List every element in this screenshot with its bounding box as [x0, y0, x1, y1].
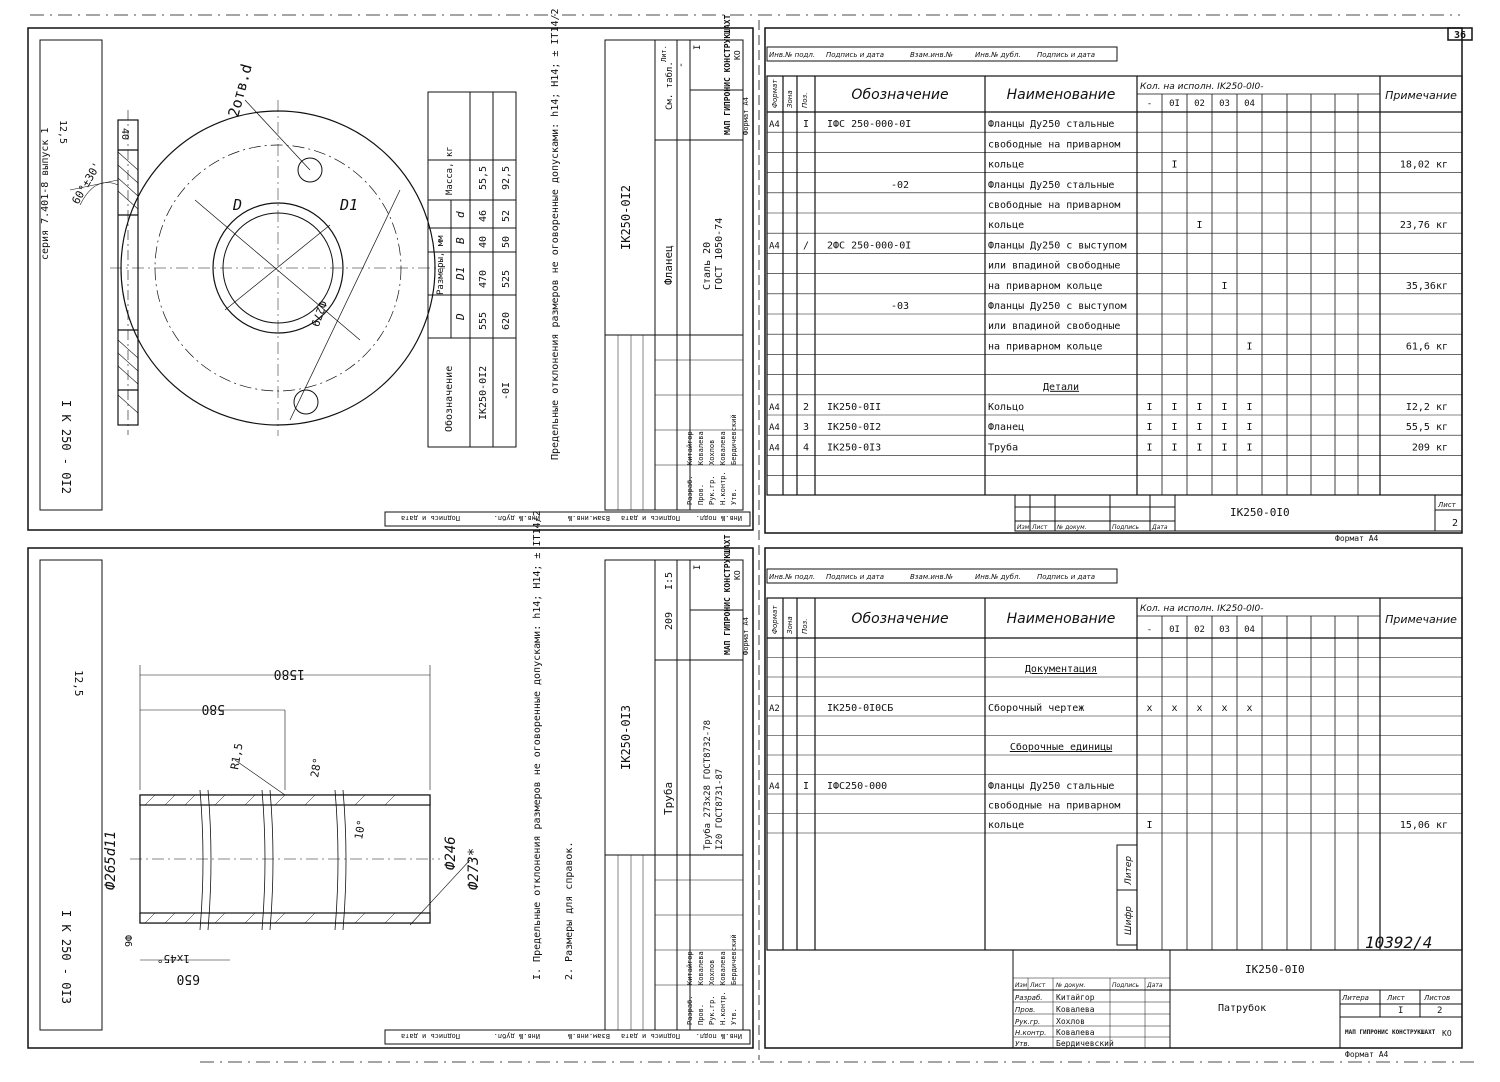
svg-text:Ковалева: Ковалева	[697, 951, 705, 985]
flange-angle-dim: 60°±30'	[69, 159, 104, 207]
flange-side-stamp	[401, 514, 742, 522]
spec-cell-pos: I	[802, 781, 810, 792]
spec-header-note: Примечание	[1385, 89, 1457, 102]
pipe-note-2: 2. Размеры для справок.	[564, 841, 575, 980]
spec-cell-designation: IK250-0I3	[827, 442, 882, 454]
svg-text:-0I: -0I	[501, 381, 512, 400]
spec-cell-qty: I	[1171, 402, 1178, 413]
spec2-footer-code: IK250-0I0	[1245, 963, 1305, 976]
spec-cell-name: Сборочный чертеж	[988, 703, 1085, 714]
spec-cell-note: 209 кг	[1411, 442, 1448, 454]
spec-cell-qty: I	[1146, 402, 1153, 413]
spec-cell-note: 18,02 кг	[1399, 159, 1448, 171]
spec-cell-name: Фланцы Ду250 стальные	[988, 781, 1115, 792]
spec1-footer-code: IK250-0I0	[1230, 506, 1290, 519]
spec2-side-shifr: Шифр	[1124, 906, 1134, 935]
spec-cell-designation: -03	[890, 301, 910, 312]
svg-text:Разраб.: Разраб.	[686, 995, 694, 1025]
svg-text:Взам.инв.№: Взам.инв.№	[567, 514, 610, 522]
spec-section-title: Документация	[1024, 664, 1098, 675]
spec-cell-name: Труба	[988, 442, 1019, 454]
sheet-number: 36	[1453, 30, 1467, 41]
spec-section-title: Сборочные единицы	[1009, 742, 1113, 753]
spec-header-qty-col: -	[1146, 99, 1153, 109]
flange-table-h-D1: D1	[454, 266, 467, 280]
spec2-tb-sheets: Листов	[1424, 994, 1451, 1002]
svg-text:Хохлов: Хохлов	[1056, 1017, 1085, 1026]
svg-text:Утв.: Утв.	[1015, 1040, 1030, 1048]
spec2-tb-org-code: КО	[1442, 1029, 1452, 1038]
spec-cell-designation: IK250-0II	[827, 402, 882, 413]
svg-text:Подпись и дата: Подпись и дата	[826, 573, 884, 581]
flange-tb-org: МАП ГИПРОНИС КОНСТРУКШАХТ	[723, 14, 732, 135]
flange-D-dim: D	[233, 196, 243, 214]
spec-cell-note: 35,36кг	[1405, 280, 1448, 292]
svg-text:Утв.: Утв.	[730, 488, 738, 505]
svg-text:Взам.инв.№: Взам.инв.№	[567, 1032, 610, 1040]
spec-cell-designation: -02	[890, 179, 910, 191]
svg-text:Лист: Лист	[1032, 524, 1048, 531]
spec-header-qty-col: 0I	[1169, 99, 1180, 109]
pipe-tb-scale-value: I:5	[664, 571, 675, 590]
svg-text:№ докум.: № докум.	[1056, 982, 1086, 989]
spec-cell-name: кольце	[988, 159, 1025, 171]
spec-cell-pos: I	[802, 119, 810, 131]
spec-section-title: Детали	[1042, 381, 1080, 393]
spec-cell-name: кольце	[988, 820, 1025, 831]
svg-text:52: 52	[501, 209, 512, 222]
svg-text:Взам.инв.№: Взам.инв.№	[910, 51, 954, 59]
spec-header-designation: Обозначение	[851, 611, 949, 627]
svg-text:Утв.: Утв.	[730, 1008, 738, 1025]
spec-header-zone: Зона	[786, 90, 794, 108]
svg-text:Инв.№ дубл.: Инв.№ дубл.	[493, 514, 540, 522]
spec1-format: Формат А4	[1335, 534, 1379, 543]
spec2-side-liter: Литер	[1124, 855, 1134, 885]
svg-text:Подпись и дата: Подпись и дата	[620, 514, 680, 522]
svg-text:Подпись и дата: Подпись и дата	[826, 51, 884, 59]
spec-cell-name: свободные на приварном	[988, 800, 1121, 812]
spec-header-qty: Кол. на исполн. IK250-0I0-	[1140, 82, 1264, 92]
flange-table-h-des: Обозначение	[444, 365, 455, 432]
pipe-roughness: 12,5	[72, 670, 85, 697]
spec-header-qty-col: 02	[1194, 625, 1205, 635]
svg-text:Н.контр.: Н.контр.	[719, 991, 727, 1025]
svg-text:Пров.: Пров.	[697, 483, 705, 505]
spec-cell-note: 23,76 кг	[1399, 220, 1448, 232]
svg-text:Ковалева: Ковалева	[719, 431, 727, 465]
svg-text:Дата: Дата	[1152, 524, 1168, 531]
svg-text:46: 46	[478, 209, 489, 222]
flange-staff	[686, 414, 738, 505]
svg-text:Подпись и дата: Подпись и дата	[620, 1032, 680, 1040]
spec-cell-qty: I	[1171, 159, 1178, 171]
spec-cell-note: 55,5 кг	[1405, 422, 1448, 434]
flange-table-h-D: D	[454, 313, 467, 320]
spec-cell-qty: х	[1146, 703, 1153, 714]
flange-table-h-mass: Масса, кг	[445, 146, 455, 195]
spec-sheet-1	[767, 569, 1462, 1059]
svg-text:620: 620	[501, 311, 512, 330]
spec-cell-qty: I	[1171, 442, 1178, 454]
spec-header-qty-col: 04	[1244, 625, 1255, 635]
spec-header-qty: Кол. на исполн. IK250-0I0-	[1140, 604, 1264, 614]
spec2-footer-name: Патрубок	[1218, 1003, 1267, 1014]
spec1-stamp	[769, 51, 1095, 59]
flange-table-h-d: d	[454, 211, 467, 218]
pipe-tb-org-code: КО	[733, 570, 742, 580]
spec-header-qty-col: 03	[1219, 625, 1230, 635]
spec-cell-name: свободные на приварном	[988, 200, 1121, 211]
flange-tb-material-2: ГОСТ 1050-74	[714, 217, 725, 290]
flange-table-h-B: B	[454, 237, 467, 244]
spec1-sheet-no: 2	[1452, 518, 1459, 529]
spec-cell-format: А4	[769, 120, 780, 131]
spec2-stamp	[769, 573, 1095, 581]
spec-header-pos: Поз.	[801, 618, 809, 634]
flange-holes-dim: 2отв.d	[224, 62, 256, 120]
pipe-tb-material-2: I20 ГОСТ8731-87	[715, 768, 725, 850]
spec-header-qty-col: 0I	[1169, 625, 1180, 635]
svg-text:Разраб.: Разраб.	[1015, 994, 1043, 1002]
svg-text:Рук.гр.: Рук.гр.	[1015, 1018, 1041, 1026]
spec2-format: Формат А4	[1345, 1050, 1389, 1059]
spec-cell-format: А4	[769, 782, 780, 792]
flange-tb-material-1: Сталь 20	[702, 241, 713, 290]
flange-D1-dim: D1	[340, 196, 359, 214]
spec-cell-qty: I	[1221, 442, 1228, 454]
svg-text:Инв.№ подл.: Инв.№ подл.	[769, 51, 816, 59]
svg-text:Бердичевский: Бердичевский	[1056, 1039, 1114, 1048]
svg-text:Взам.инв.№: Взам.инв.№	[910, 573, 954, 581]
pipe-chamfer: 1х45°	[156, 952, 190, 965]
spec-cell-pos: 2	[802, 402, 810, 413]
spec-cell-format: А4	[769, 423, 780, 434]
flange-rot-code: I К 250 - 0I2	[59, 400, 73, 494]
spec-cell-qty: I	[1196, 220, 1203, 232]
spec2-tb-sheet-val: I	[1398, 1006, 1404, 1016]
spec-cell-qty: I	[1246, 422, 1253, 434]
pipe-tb-name: Труба	[662, 781, 675, 815]
flange-inner-dim: Ф279	[308, 298, 330, 329]
drawing-pipe	[40, 510, 750, 1044]
spec-header-name: Наименование	[1006, 87, 1116, 103]
svg-text:Инв.№ подл.: Инв.№ подл.	[695, 514, 742, 522]
pipe-tb-format: Формат А4	[742, 617, 750, 655]
spec-cell-designation: IФС250-000	[827, 781, 888, 792]
spec2-tb-sheet: Лист	[1387, 994, 1405, 1002]
svg-text:Подпись и дата: Подпись и дата	[1037, 573, 1095, 581]
svg-text:Дата: Дата	[1147, 982, 1163, 989]
spec1-footer-labels	[1017, 524, 1168, 531]
pipe-tb-org: МАП ГИПРОНИС КОНСТРУКШАХТ	[723, 534, 732, 655]
spec-cell-format: А4	[769, 403, 780, 413]
svg-text:40: 40	[478, 235, 489, 248]
spec-cell-name: или впадиной свободные	[988, 260, 1121, 272]
spec2-tb-org: МАП ГИПРОНИС КОНСТРУКШАХТ	[1345, 1029, 1436, 1036]
spec-cell-designation: 2ФС 250-000-0I	[827, 240, 912, 252]
spec-cell-qty: х	[1221, 703, 1228, 714]
spec-header-format: Формат	[771, 79, 779, 108]
spec-header-name: Наименование	[1006, 611, 1116, 627]
spec-cell-name: Кольцо	[988, 402, 1025, 413]
spec-cell-designation: IФС 250-000-0I	[827, 119, 912, 131]
svg-text:470: 470	[478, 269, 489, 288]
svg-text:Инв.№ дубл.: Инв.№ дубл.	[493, 1032, 540, 1040]
svg-text:Китайгор: Китайгор	[686, 431, 694, 465]
flange-table-row-1	[478, 166, 489, 420]
spec-cell-qty: I	[1196, 402, 1203, 413]
svg-text:Н.контр.: Н.контр.	[1015, 1029, 1047, 1037]
pipe-staff	[686, 934, 738, 1025]
flange-section-view	[70, 110, 138, 435]
flange-roughness: 12,5	[57, 120, 68, 145]
spec-header-pos: Поз.	[801, 92, 809, 108]
spec-cell-pos: 4	[802, 442, 810, 454]
svg-text:Инв.№ подл.: Инв.№ подл.	[695, 1032, 742, 1040]
flange-front-view	[110, 100, 445, 436]
pipe-rot-code: I К 250 - 0I3	[59, 910, 73, 1004]
spec-cell-pos: 3	[802, 422, 810, 434]
svg-text:Пров.: Пров.	[1015, 1006, 1036, 1014]
drawing-flange	[40, 8, 750, 526]
flange-tb-lit: Лит.	[660, 45, 668, 62]
inv-number: 10392/4	[1365, 933, 1433, 952]
spec2-staff	[1015, 993, 1114, 1048]
pipe-note-1: I. Предельные отклонения размеров не оговоренные допусками: h14; H14; ± IT14/2	[532, 510, 543, 980]
svg-text:Изм: Изм	[1017, 524, 1030, 531]
flange-tb-scale-value: -	[676, 61, 687, 68]
svg-text:Подпись: Подпись	[1112, 982, 1139, 989]
flange-tb-org-code: КО	[733, 50, 742, 60]
svg-text:55,5: 55,5	[478, 165, 489, 190]
spec-cell-name: Фланцы Ду250 с выступом	[988, 240, 1127, 252]
pipe-dim-c: Ф6	[122, 935, 133, 948]
svg-text:Рук.гр.: Рук.гр.	[708, 995, 716, 1025]
spec-cell-qty: I	[1196, 442, 1203, 454]
svg-text:Подпись и дата: Подпись и дата	[400, 1032, 460, 1040]
svg-text:Бердичевский: Бердичевский	[730, 414, 738, 465]
spec-cell-format: А4	[769, 443, 780, 454]
spec-cell-format: А2	[769, 704, 780, 714]
spec-cell-designation: IK250-0I0СБ	[827, 703, 894, 714]
spec-cell-note: 61,6 кг	[1405, 341, 1448, 353]
pipe-radius: R1,5	[228, 742, 246, 771]
spec-cell-qty: I	[1246, 442, 1253, 454]
flange-tb-code: IK250-0I2	[619, 184, 633, 250]
flange-table-row-2	[501, 166, 512, 400]
svg-text:Подпись и дата: Подпись и дата	[400, 514, 460, 522]
spec-cell-qty: I	[1196, 422, 1203, 434]
spec-cell-format: А4	[769, 241, 780, 252]
spec-header-format: Формат	[771, 605, 779, 634]
svg-text:№ докум.: № докум.	[1057, 524, 1087, 531]
svg-text:Китайгор: Китайгор	[686, 951, 694, 985]
flange-series: серия 7.401-8 выпуск 1	[40, 127, 51, 260]
spec-header-designation: Обозначение	[851, 87, 949, 103]
spec-cell-qty: I	[1221, 402, 1228, 413]
svg-text:Китайгор: Китайгор	[1056, 993, 1095, 1002]
spec1-text	[769, 79, 1457, 454]
svg-text:Разраб.: Разраб.	[686, 475, 694, 505]
svg-text:50: 50	[501, 235, 512, 248]
spec-cell-note: I2,2 кг	[1405, 402, 1448, 413]
svg-text:Ковалева: Ковалева	[719, 951, 727, 985]
spec-cell-name: на приварном кольце	[988, 341, 1103, 353]
spec-cell-qty: х	[1246, 703, 1253, 714]
spec-cell-qty: I	[1146, 442, 1153, 454]
spec-cell-name: свободные на приварном	[988, 139, 1121, 151]
pipe-tb-code: IK250-0I3	[619, 704, 633, 770]
spec-header-note: Примечание	[1385, 613, 1457, 626]
flange-table-h-dims: Размеры, мм	[436, 235, 446, 295]
spec-header-zone: Зона	[786, 616, 794, 634]
pipe-tb-sheets-value: I	[693, 564, 703, 570]
svg-text:Инв.№ дубл.: Инв.№ дубл.	[975, 573, 1021, 581]
pipe-side-stamp	[401, 1032, 742, 1040]
spec-cell-qty: х	[1196, 703, 1203, 714]
svg-text:Ковалева: Ковалева	[697, 431, 705, 465]
spec2-grid	[767, 598, 1462, 950]
pipe-angle1: 28°	[308, 756, 325, 779]
spec-cell-designation: IK250-0I2	[827, 422, 882, 434]
svg-text:555: 555	[478, 311, 489, 330]
spec-cell-name: Фланцы Ду250 с выступом	[988, 301, 1127, 312]
pipe-od2: Ф273*	[466, 847, 482, 890]
spec2-tb-lit: Литера	[1342, 994, 1369, 1002]
svg-text:Инв.№ дубл.: Инв.№ дубл.	[975, 51, 1021, 59]
svg-text:Изм: Изм	[1015, 982, 1028, 989]
svg-text:Лист: Лист	[1030, 982, 1046, 989]
spec-cell-name: Фланцы Ду250 стальные	[988, 179, 1115, 191]
spec-cell-name: или впадиной свободные	[988, 321, 1121, 333]
spec-cell-qty: х	[1171, 703, 1178, 714]
spec-cell-qty: I	[1171, 422, 1178, 434]
spec-header-qty-col: 04	[1244, 99, 1255, 109]
pipe-len-mid: 580	[201, 701, 225, 716]
pipe-id: Ф246	[443, 836, 459, 870]
svg-text:Инв.№ подл.: Инв.№ подл.	[769, 573, 816, 581]
flange-tb-sheets-value: I	[693, 44, 703, 50]
spec-cell-qty: I	[1221, 280, 1228, 292]
pipe-tb-mass-value: 209	[664, 611, 675, 630]
svg-text:Хохлов: Хохлов	[708, 959, 716, 985]
spec2-footer-labels	[1015, 982, 1163, 989]
spec1-sheet-label: Лист	[1438, 501, 1456, 509]
flange-tb-format: Формат А4	[742, 97, 750, 135]
spec-cell-name: Фланец	[988, 422, 1025, 434]
flange-tb-name: Фланец	[662, 245, 675, 285]
flange-tolerance-note: Предельные отклонения размеров не оговоренные допусками: h14; H14; ± IT14/2	[550, 8, 561, 460]
svg-text:Подпись и дата: Подпись и дата	[1037, 51, 1095, 59]
spec-header-qty-col: -	[1146, 625, 1153, 635]
spec-cell-name: Фланцы Ду250 стальные	[988, 119, 1115, 131]
spec-cell-note: 15,06 кг	[1399, 820, 1448, 831]
svg-text:Пров.: Пров.	[697, 1003, 705, 1025]
spec-header-qty-col: 02	[1194, 99, 1205, 109]
pipe-angle2: 10°	[352, 818, 369, 841]
flange-tb-mass-value: См. табл.	[665, 61, 675, 110]
spec-cell-qty: I	[1146, 820, 1153, 831]
svg-text:Бердичевский: Бердичевский	[730, 934, 738, 985]
spec-cell-qty: I	[1146, 422, 1153, 434]
spec-cell-name: кольце	[988, 220, 1025, 232]
pipe-len-left: 650	[176, 971, 200, 986]
svg-text:Хохлов: Хохлов	[708, 439, 716, 465]
spec-cell-pos: /	[802, 240, 810, 252]
spec-cell-qty: I	[1246, 341, 1253, 353]
spec-cell-qty: I	[1246, 402, 1253, 413]
spec-sheet-2	[767, 47, 1462, 543]
svg-text:Н.контр.: Н.контр.	[719, 471, 727, 505]
spec-cell-qty: I	[1221, 422, 1228, 434]
flange-thickness-dim: 40	[119, 128, 130, 141]
pipe-tb-material-1: Труба 273х28 ГОСТ8732-78	[703, 719, 713, 850]
svg-text:92,5: 92,5	[501, 165, 512, 190]
svg-text:525: 525	[501, 269, 512, 288]
pipe-len-total: 1580	[273, 666, 305, 681]
pipe-od: Ф265d11	[103, 830, 119, 890]
svg-text:Ковалева: Ковалева	[1056, 1028, 1095, 1037]
spec-header-qty-col: 03	[1219, 99, 1230, 109]
svg-text:IK250-0I2: IK250-0I2	[478, 365, 489, 420]
svg-text:Подпись: Подпись	[1112, 524, 1139, 531]
pipe-section-view	[130, 665, 470, 960]
svg-text:Ковалева: Ковалева	[1056, 1005, 1095, 1014]
spec2-tb-sheets-val: 2	[1437, 1006, 1443, 1016]
spec-cell-name: на приварном кольце	[988, 280, 1103, 292]
svg-text:Рук.гр.: Рук.гр.	[708, 475, 716, 505]
